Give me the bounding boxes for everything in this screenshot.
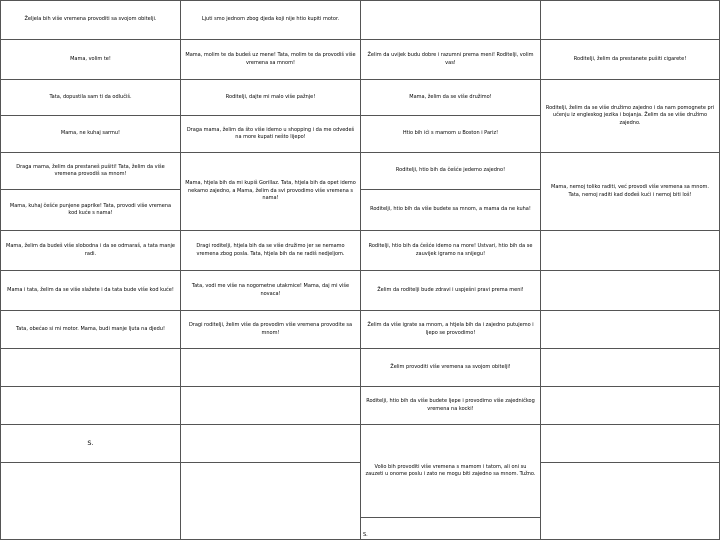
- cell-text: Roditelji, dajte mi malo više pažnje!: [225, 93, 316, 100]
- table-cell: [0, 387, 181, 425]
- cell-text: Mama, molim te da budeš uz mene! Tata, molim te da provodiš više vremena sa mnom!: [185, 52, 356, 66]
- cell-text: Draga mama, želim da prestaneš pušiti! Tata, želim da više vremena provodiš sa mnom!: [16, 163, 165, 177]
- table-cell: [541, 463, 720, 540]
- table-cell: [0, 311, 181, 349]
- table-cell: [0, 463, 181, 540]
- table-cell: [0, 40, 181, 80]
- cell-text: Roditelji, želim da se više družimo zajedno i da nam pomognete pri učenju iz engleskog jezika i bojanja. Želim da se više družimo zajedno.: [545, 104, 715, 126]
- cell-text: Roditelji, htio bih da više budete ljepe i provodimo više zajedničkog vremena na kocki!: [366, 398, 535, 412]
- table-cell: [0, 80, 181, 116]
- table-cell: [541, 0, 720, 40]
- table-cell: [181, 80, 361, 116]
- table-cell: [361, 80, 541, 116]
- cell-text: Želim provoditi više vremena sa svojom obitelji!: [390, 363, 511, 370]
- table-cell: [0, 153, 181, 190]
- cell-text: S.: [363, 532, 368, 538]
- table-cell: [541, 349, 720, 387]
- table-cell: [541, 231, 720, 271]
- table-cell: [361, 387, 541, 425]
- table-cell: [361, 349, 541, 387]
- table-cell: [361, 271, 541, 311]
- cell-text: Željela bih više vremena provoditi sa svojom obitelji.: [24, 16, 157, 23]
- cell-text: Roditelji, htio bih da više budete sa mnom, a mama da ne kuha!: [370, 206, 531, 213]
- cell-text: Mama, htjela bih da mi kupiš Gorillaz. Tata, htjela bih da opet idemo nekamo zajedno, a Mama, želim da svi provodimo više vremena s nama!: [185, 180, 356, 202]
- cell-text: Ljuti smo jednom zbog djeda koji nije htio kupiti motor.: [201, 16, 340, 23]
- table-cell: [541, 311, 720, 349]
- table-cell: [0, 231, 181, 271]
- table-cell: [181, 425, 361, 463]
- table-cell: [541, 80, 720, 153]
- cell-text: Mama, želim da se više družimo!: [409, 93, 492, 100]
- table-cell: [181, 153, 361, 231]
- cell-text: Mama, nemoj toliko raditi, već provodi više vremena sa mnom. Tata, nemoj raditi kad dođeš kući i nemoj biti loš!: [551, 184, 709, 198]
- table-cell: [361, 518, 541, 540]
- cell-text: Želim da više igrate sa mnom, a htjela bih da i zajedno putujemo i ljepo se provodimo!: [367, 322, 534, 336]
- cell-text: Mama, želim da budeš više slobodna i da se odmaraš, a tata manje radi.: [6, 243, 175, 257]
- cell-text: Htio bih ići s mamom u Boston i Pariz!: [402, 130, 499, 137]
- table-cell: [361, 190, 541, 231]
- cell-text: Volio bih provoditi više vremena s mamom i tatom, ali oni su zauzeti u onome poslu i zato ne mogu biti zajedno sa mnom. Tužno.: [365, 463, 536, 477]
- table-cell: [181, 40, 361, 80]
- cell-text: Želim da roditelji bude zdravi i uspješni pravi prema meni!: [377, 286, 524, 293]
- table-cell: [0, 271, 181, 311]
- cell-text: Roditelji, htio bih da češće jedemo zajedno!: [395, 167, 506, 174]
- table-cell: [0, 116, 181, 153]
- cell-text: Roditelji, želim da prestanete pušiti cigarete!: [573, 55, 687, 62]
- cell-text: Roditelji, htio bih da češće idemo na more! Ustvari, htio bih da se zauvijek igramo na snijegu!: [368, 243, 533, 257]
- table-cell: [361, 231, 541, 271]
- table-cell: [181, 271, 361, 311]
- cell-text: Mama, kuhaj češće punjene paprike! Tata, provodi više vremena kod kuće s nama!: [9, 202, 172, 216]
- table-cell: [0, 425, 181, 463]
- cell-text: Tata, obećao si mi motor. Mama, budi manje ljuta na djedu!: [16, 325, 165, 332]
- cell-text: S.: [87, 438, 94, 447]
- table-cell: [361, 40, 541, 80]
- table-cell: [181, 231, 361, 271]
- table-cell: [361, 311, 541, 349]
- table-cell: [361, 425, 541, 518]
- cell-text: Tata, vodi me više na nogometne utakmice! Mama, daj mi više novaca!: [191, 283, 350, 297]
- table-cell: [0, 349, 181, 387]
- cell-text: Tata, dopustila sam ti da odlučiš.: [49, 93, 132, 100]
- table-cell: [181, 463, 361, 540]
- table-cell: [181, 311, 361, 349]
- cell-text: Mama i tata, želim da se više slažete i da tata bude više kod kuće!: [7, 286, 174, 293]
- table-cell: [541, 40, 720, 80]
- cell-text: Mama, ne kuhaj sarmu!: [60, 130, 121, 137]
- table-cell: [181, 116, 361, 153]
- table-cell: [181, 387, 361, 425]
- table-cell: [181, 349, 361, 387]
- table-cell: [0, 0, 181, 40]
- table-cell: [361, 153, 541, 190]
- table-cell: [541, 425, 720, 463]
- table-cell: [361, 116, 541, 153]
- cell-text: Želim da uvijek budu dobre i razumni prema meni! Roditelji, volim vas!: [367, 52, 534, 66]
- table-cell: [541, 271, 720, 311]
- table-cell: [0, 190, 181, 231]
- cell-text: Draga mama, želim da što više idemo u shopping i da me odvedeš na more kupati nešto lijepo!: [186, 126, 355, 140]
- table-cell: [361, 0, 541, 40]
- cell-text: Mama, volim te!: [70, 55, 111, 62]
- cell-text: Dragi roditelji, želim više da provodim više vremena provodite sa mnom!: [188, 322, 353, 336]
- table-cell: [541, 387, 720, 425]
- cell-text: Dragi roditelji, htjela bih da se više družimo jer se nemamo vremena zbog posla. Tata, htjela bih da ne radiš nedjeljom.: [196, 243, 345, 257]
- table-cell: [181, 0, 361, 40]
- table-cell: [541, 153, 720, 231]
